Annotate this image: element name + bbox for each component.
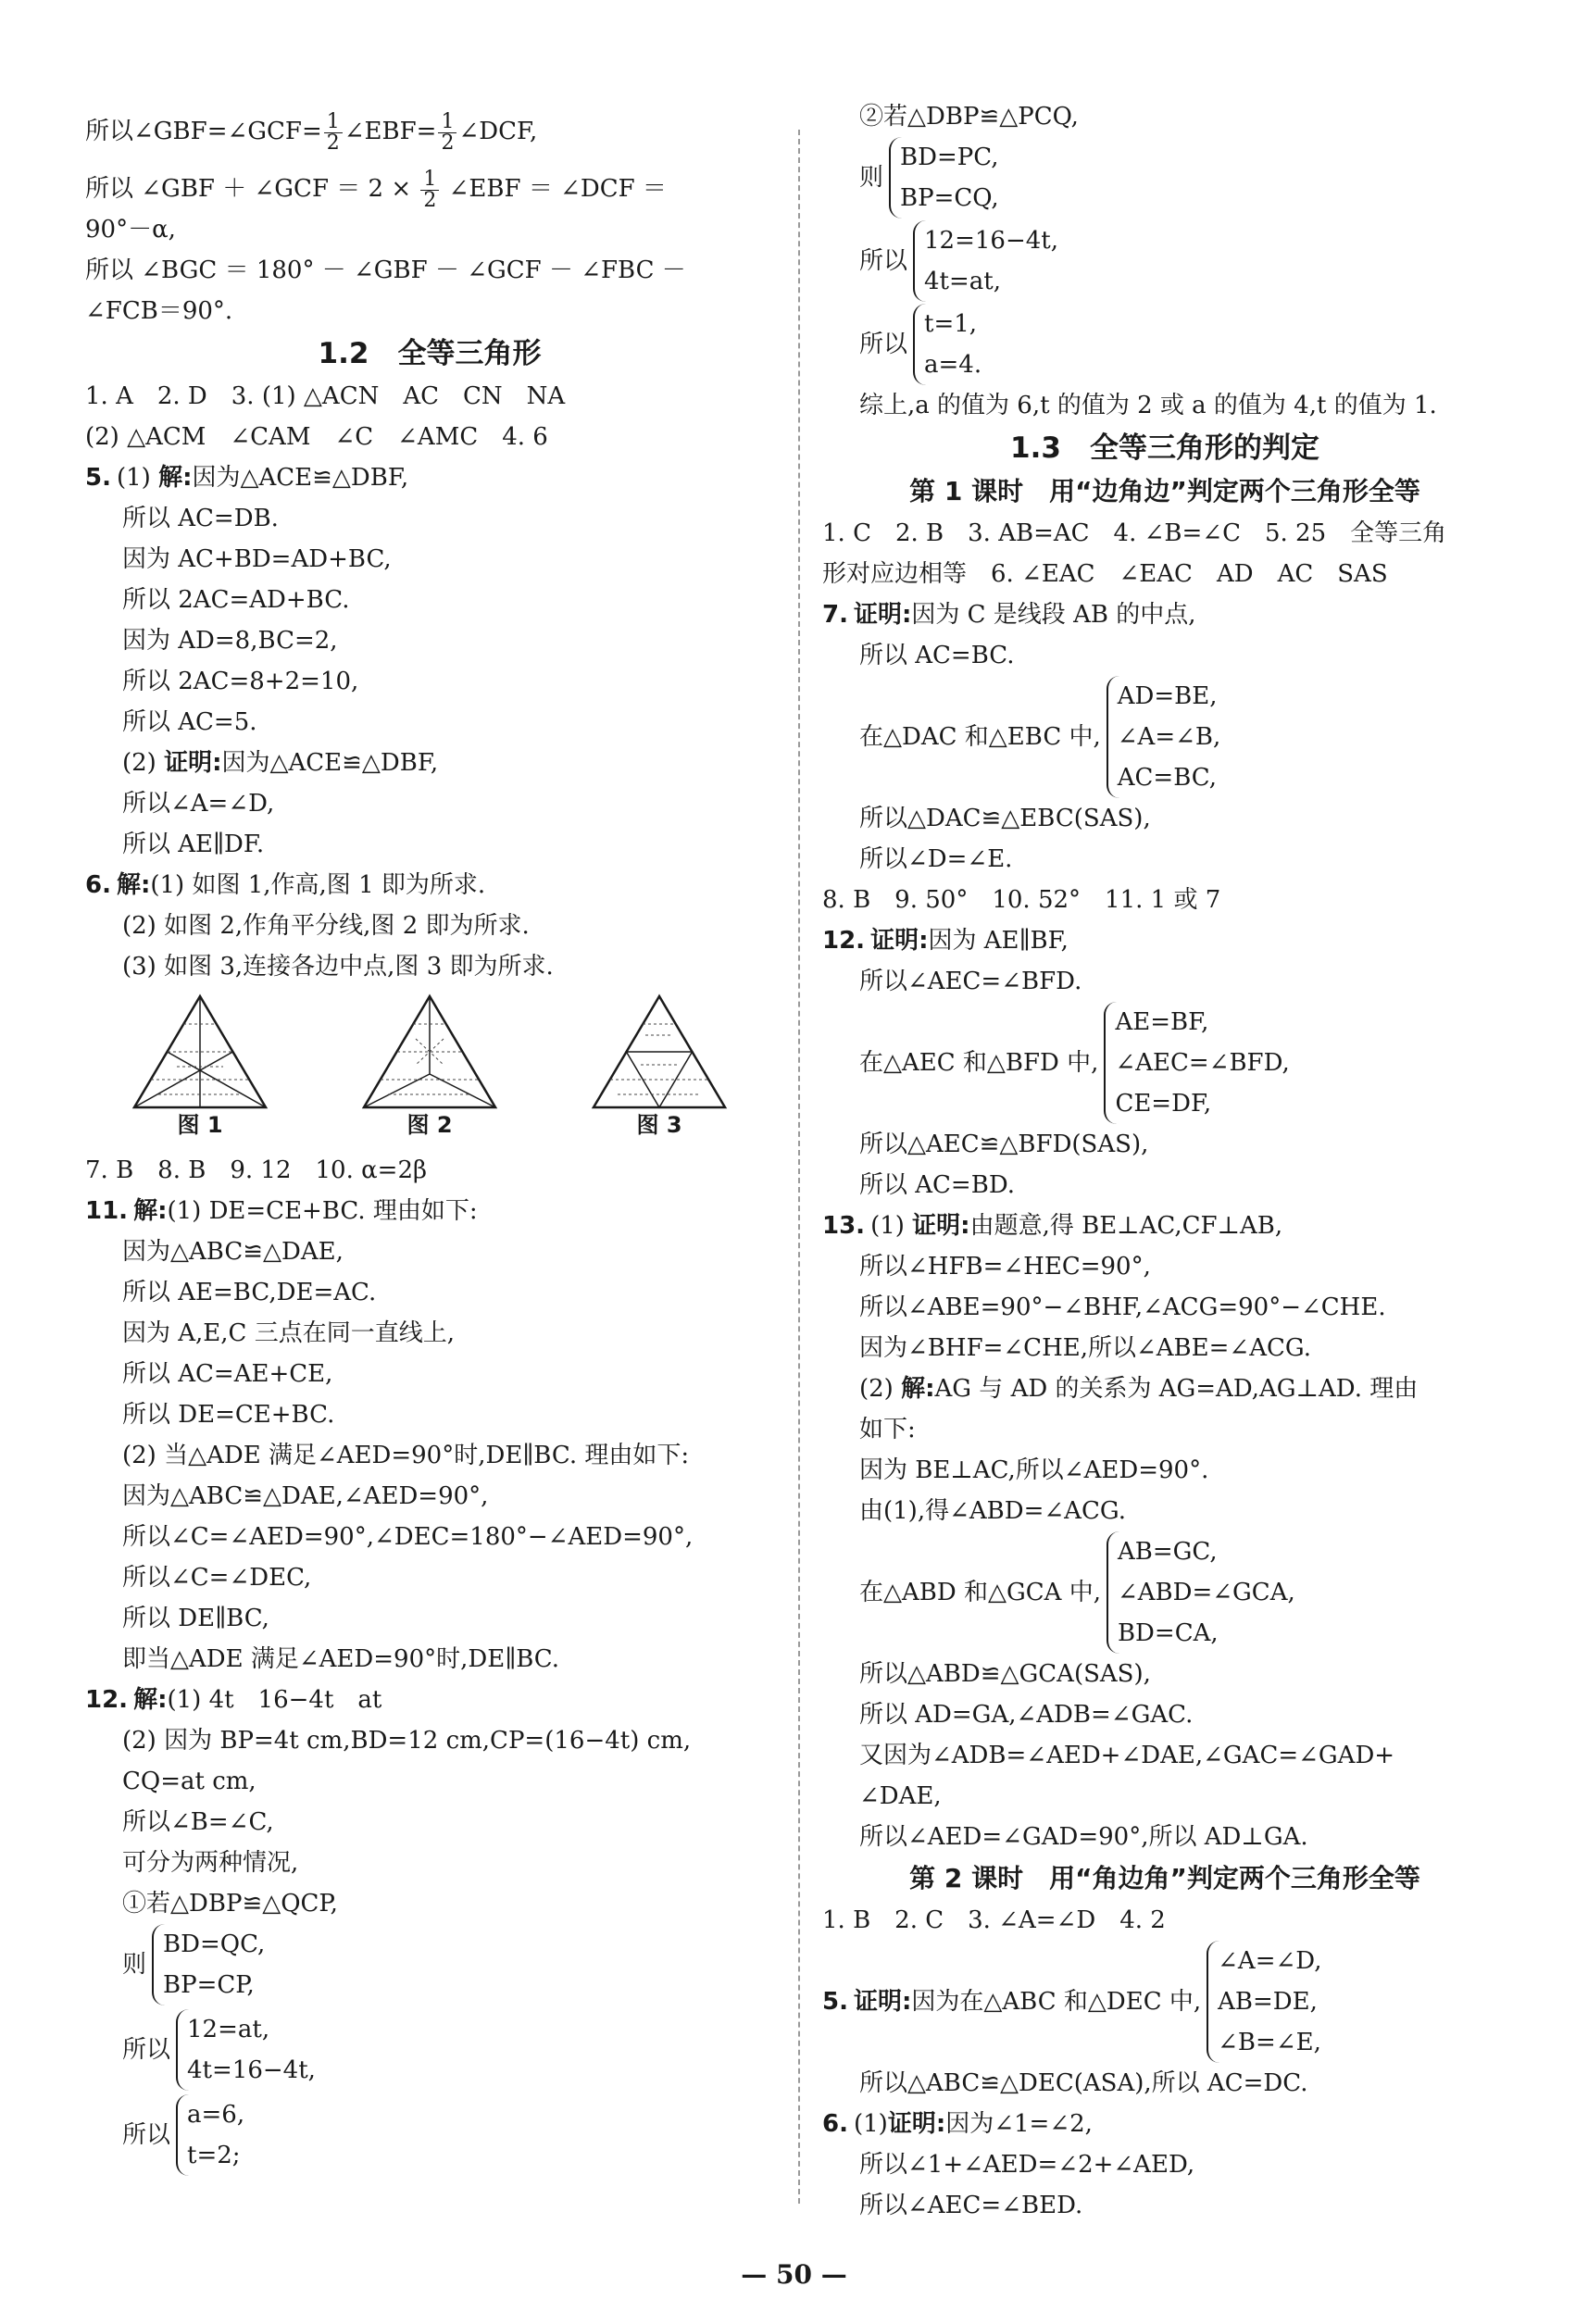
figure-3 [581,993,738,1150]
equation-system: 则 BD=PC, BP=CQ, [822,137,1507,219]
text-line: 所以∠B=∠C, [122,1808,274,1836]
figure-caption: 图 3 [636,1112,682,1138]
column-divider [798,130,800,2204]
text-line: (2) 当△ADE 满足∠AED=90°时,DE∥BC. 理由如下: [122,1442,690,1469]
text-line: 所以 AC=BD. [859,1171,1016,1199]
left-column [85,111,774,2176]
right-column [822,96,1507,2226]
text-line: 又因为∠ADB=∠AED+∠DAE,∠GAC=∠GAD+ [859,1742,1395,1769]
equation-system: 则 BD=QC, BP=CP, [85,1924,774,2005]
text-line: 因为∠BHF=∠CHE,所以∠ABE=∠ACG. [859,1334,1311,1362]
text-line: 所以 AE∥DF. [122,831,265,858]
lesson-title: 第 2 课时 用“角边角”判定两个三角形全等 [909,1863,1420,1893]
text-line: (2) 证明:因为△ACE≌△DBF, [122,749,439,777]
text-line: 所以 ∠GBF ＋ ∠GCF ＝ 2 × $\frac{1}{2}$ ∠EBF ＝ ∠DCF ＝ [85,167,667,212]
text-line: 所以∠AEC=∠BED. [859,2192,1083,2219]
text-line: 因为△ABC≌△DAE,∠AED=90°, [122,1482,489,1510]
text-line: 所以∠C=∠AED=90°,∠DEC=180°−∠AED=90°, [122,1523,694,1551]
text-line: 所以△AEC≌△BFD(SAS), [859,1131,1149,1158]
text-line: 因为 AC+BD=AD+BC, [122,545,392,573]
equation-system: 5. 证明:因为在△ABC 和△DEC 中, ∠A=∠D, AB=DE, ∠B=∠E, [822,1941,1507,2063]
text-line: 所以 AC=BC. [859,642,1015,669]
text-line: 所以∠AED=∠GAD=90°,所以 AD⊥GA. [859,1823,1308,1851]
page-number: — 50 — [741,2259,847,2290]
text-line: 所以∠AEC=∠BFD. [859,968,1082,995]
text-line: 所以 2AC=8+2=10, [122,668,359,695]
text-line: 所以∠C=∠DEC, [122,1564,312,1592]
equation-system: 在△ABD 和△GCA 中, AB=GC, ∠ABD=∠GCA, BD=CA, [822,1531,1507,1654]
section-title: 1.2 全等三角形 [318,337,542,370]
triangle-bisectors-icon [360,993,499,1111]
text-line: ①若△DBP≌△QCP, [122,1890,338,1918]
text-line: 所以 AC=DB. [122,505,279,532]
text-line: 综上,a 的值为 6,t 的值为 2 或 a 的值为 4,t 的值为 1. [859,392,1437,419]
text-line: 所以 AE=BC,DE=AC. [122,1279,377,1306]
text-line: 可分为两种情况, [122,1849,299,1877]
answer-line: 6. (1)证明:因为∠1=∠2, [822,2110,1093,2138]
figure-caption: 图 1 [177,1112,223,1138]
text-line: 因为△ABC≌△DAE, [122,1238,344,1266]
answer-line: 5. (1) 解:因为△ACE≌△DBF, [85,464,409,492]
text-line: 所以∠GBF=∠GCF= $\frac{1}{2}$ ∠EBF= $\frac{1}{2}$ ∠DCF, [85,109,538,155]
text-line: 因为 AD=8,BC=2, [122,627,338,655]
lesson-title: 第 1 课时 用“边角边”判定两个三角形全等 [909,476,1420,506]
text-line: 所以∠HFB=∠HEC=90°, [859,1253,1151,1281]
text-line: 所以 AC=AE+CE, [122,1360,333,1388]
text-line: 所以△DAC≌△EBC(SAS), [859,805,1151,832]
equation-system: 在△DAC 和△EBC 中, AD=BE, ∠A=∠B, AC=BC, [822,676,1507,798]
text-line: 所以 AD=GA,∠ADB=∠GAC. [859,1701,1194,1729]
triangle-altitudes-icon [131,993,269,1111]
answer-line: 7. B 8. B 9. 12 10. α=2β [85,1156,428,1184]
answer-line: 13. (1) 证明:由题意,得 BE⊥AC,CF⊥AB, [822,1212,1283,1240]
figure-2 [351,993,508,1150]
text-line: 90°－α, [85,216,176,244]
answer-line: 11. 解:(1) DE=CE+BC. 理由如下: [85,1197,478,1225]
answer-line: 1. A 2. D 3. (1) △ACN AC CN NA [85,382,566,410]
text-line: 所以△ABC≌△DEC(ASA),所以 AC=DC. [859,2069,1308,2097]
fraction-half: $\frac{1}{2}$ [420,169,439,211]
answer-line: 1. C 2. B 3. AB=AC 4. ∠B=∠C 5. 25 全等三角 [822,519,1447,547]
text-line: 所以△ABD≌△GCA(SAS), [859,1660,1151,1688]
answer-line: (2) △ACM ∠CAM ∠C ∠AMC 4. 6 [85,423,548,451]
text-line: 由(1),得∠ABD=∠ACG. [859,1497,1126,1525]
text-line: (2) 如图 2,作角平分线,图 2 即为所求. [122,912,530,940]
equation-system: 所以 t=1, a=4. [822,304,1507,385]
text-line: 因为 BE⊥AC,所以∠AED=90°. [859,1456,1209,1484]
text-line: 所以∠A=∠D, [122,790,275,818]
figure-caption: 图 2 [406,1112,453,1138]
text-line: 所以∠ABE=90°−∠BHF,∠ACG=90°−∠CHE. [859,1293,1386,1321]
equation-system: 所以 a=6, t=2; [85,2094,774,2176]
text-line: 所以∠1+∠AED=∠2+∠AED, [859,2151,1195,2179]
equation-system: 所以 12=16−4t, 4t=at, [822,220,1507,302]
equation-system: 所以 12=at, 4t=16−4t, [85,2009,774,2091]
fraction-half: $\frac{1}{2}$ [438,112,456,154]
text-line: 所以 AC=5. [122,708,257,736]
fraction-half: $\frac{1}{2}$ [324,112,343,154]
text-line: 所以 DE=CE+BC. [122,1401,335,1429]
answer-line: 12. 解:(1) 4t 16−4t at [85,1686,382,1714]
answer-line: 8. B 9. 50° 10. 52° 11. 1 或 7 [822,886,1221,914]
text-line: 所以 ∠BGC ＝ 180° － ∠GBF － ∠GCF － ∠FBC － [85,256,686,284]
answer-line: 1. B 2. C 3. ∠A=∠D 4. 2 [822,1906,1166,1934]
text-line: CQ=at cm, [122,1768,256,1795]
text-line: 所以 DE∥BC, [122,1605,269,1632]
text-line: 所以∠D=∠E. [859,845,1013,873]
text-line: 所以 2AC=AD+BC. [122,586,350,614]
text-line: ∠DAE, [859,1782,942,1810]
figure-row [85,993,774,1150]
text-line: (3) 如图 3,连接各边中点,图 3 即为所求. [122,953,554,981]
answer-line: 12. 证明:因为 AE∥BF, [822,927,1069,955]
answer-line: 7. 证明:因为 C 是线段 AB 的中点, [822,601,1196,629]
figure-1 [121,993,279,1150]
text-line: ∠FCB＝90°. [85,297,233,325]
triangle-midpoints-icon [590,993,729,1111]
text-line: (2) 解:AG 与 AD 的关系为 AG=AD,AG⊥AD. 理由 [859,1375,1419,1403]
equation-system: 在△AEC 和△BFD 中, AE=BF, ∠AEC=∠BFD, CE=DF, [822,1002,1507,1124]
text-line: 因为 A,E,C 三点在同一直线上, [122,1319,455,1347]
text-line: 如下: [859,1416,916,1443]
text-line: (2) 因为 BP=4t cm,BD=12 cm,CP=(16−4t) cm, [122,1727,692,1755]
answer-line: 6. 解:(1) 如图 1,作高,图 1 即为所求. [85,871,486,899]
answer-line: 形对应边相等 6. ∠EAC ∠EAC AD AC SAS [822,560,1388,588]
text-line: 即当△ADE 满足∠AED=90°时,DE∥BC. [122,1645,560,1673]
section-title: 1.3 全等三角形的判定 [1010,431,1319,465]
text-line: ②若△DBP≌△PCQ, [859,103,1079,131]
